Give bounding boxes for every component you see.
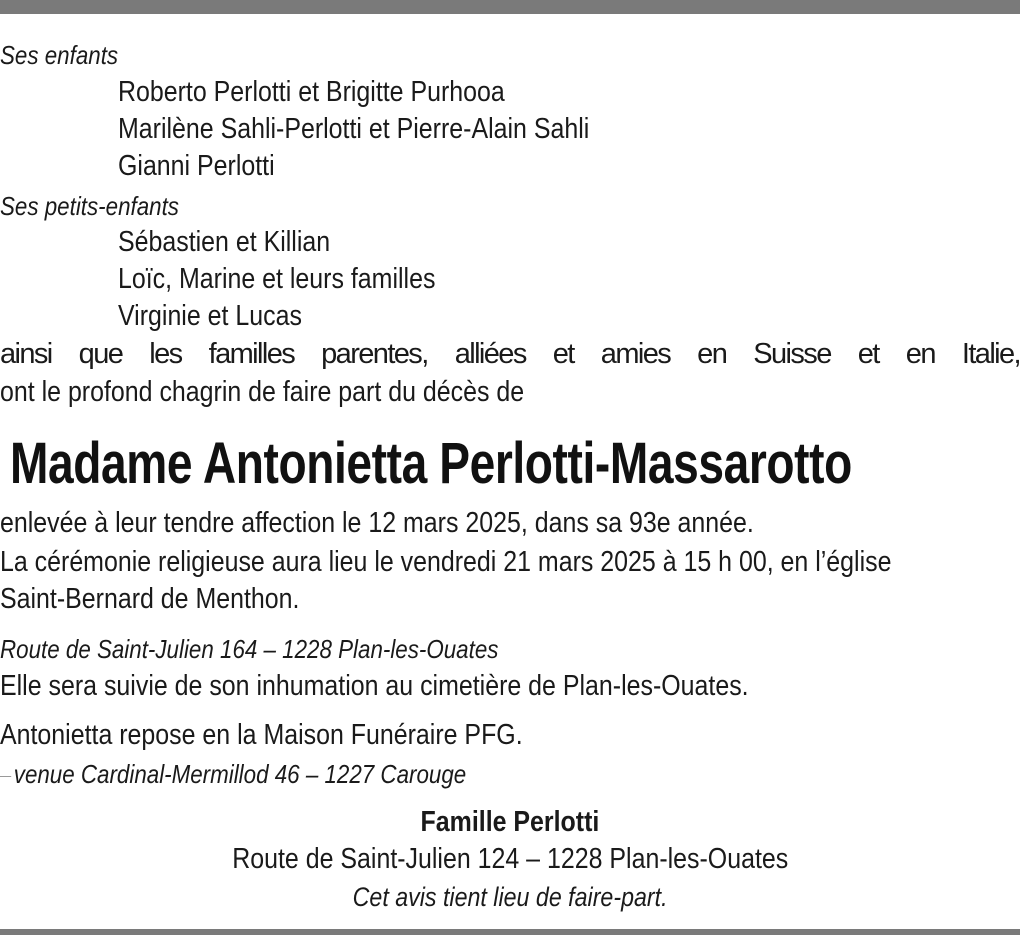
grandchild-name: Virginie et Lucas xyxy=(118,300,302,332)
child-name: Roberto Perlotti et Brigitte Purhooa xyxy=(118,76,505,108)
dash-mark xyxy=(0,776,11,777)
bottom-rule xyxy=(0,929,1020,935)
burial-line: Elle sera suivie de son inhumation au cimetière de Plan-les-Ouates. xyxy=(0,670,749,702)
family-name: Famille Perlotti xyxy=(420,806,600,838)
child-name: Gianni Perlotti xyxy=(118,150,275,182)
ceremony-line: La cérémonie religieuse aura lieu le vendredi 21 mars 2025 à 15 h 00, en l’église xyxy=(0,546,892,578)
top-rule xyxy=(0,0,1020,14)
deceased-name: Madame Antonietta Perlotti-Massarotto xyxy=(10,431,852,496)
rests-line: Antonietta repose en la Maison Funéraire PFG. xyxy=(0,719,523,751)
death-notice-line: enlevée à leur tendre affection le 12 mars 2025, dans sa 93e année. xyxy=(0,507,754,539)
funeral-home-address xyxy=(0,757,466,791)
announcement-line: ont le profond chagrin de faire part du décès de xyxy=(0,376,525,408)
grandchildren-label: Ses petits-enfants xyxy=(0,191,179,221)
funeral-home-address-text: venue Cardinal-Mermillod 46 – 1227 Carouge xyxy=(13,759,467,789)
family-address: Route de Saint-Julien 124 – 1228 Plan-les-Ouates xyxy=(232,843,788,875)
announcement-line: ainsi que les familles parentes, alliées et amies en Suisse et en Italie, xyxy=(0,338,1020,370)
children-label: Ses enfants xyxy=(0,40,119,70)
notice-note: Cet avis tient lieu de faire-part. xyxy=(352,882,668,912)
ceremony-line: Saint-Bernard de Menthon. xyxy=(0,583,300,615)
church-address: Route de Saint-Julien 164 – 1228 Plan-les-Ouates xyxy=(0,634,499,664)
grandchild-name: Sébastien et Killian xyxy=(118,226,331,258)
grandchild-name: Loïc, Marine et leurs familles xyxy=(118,263,436,295)
child-name: Marilène Sahli-Perlotti et Pierre-Alain Sahli xyxy=(118,113,590,145)
